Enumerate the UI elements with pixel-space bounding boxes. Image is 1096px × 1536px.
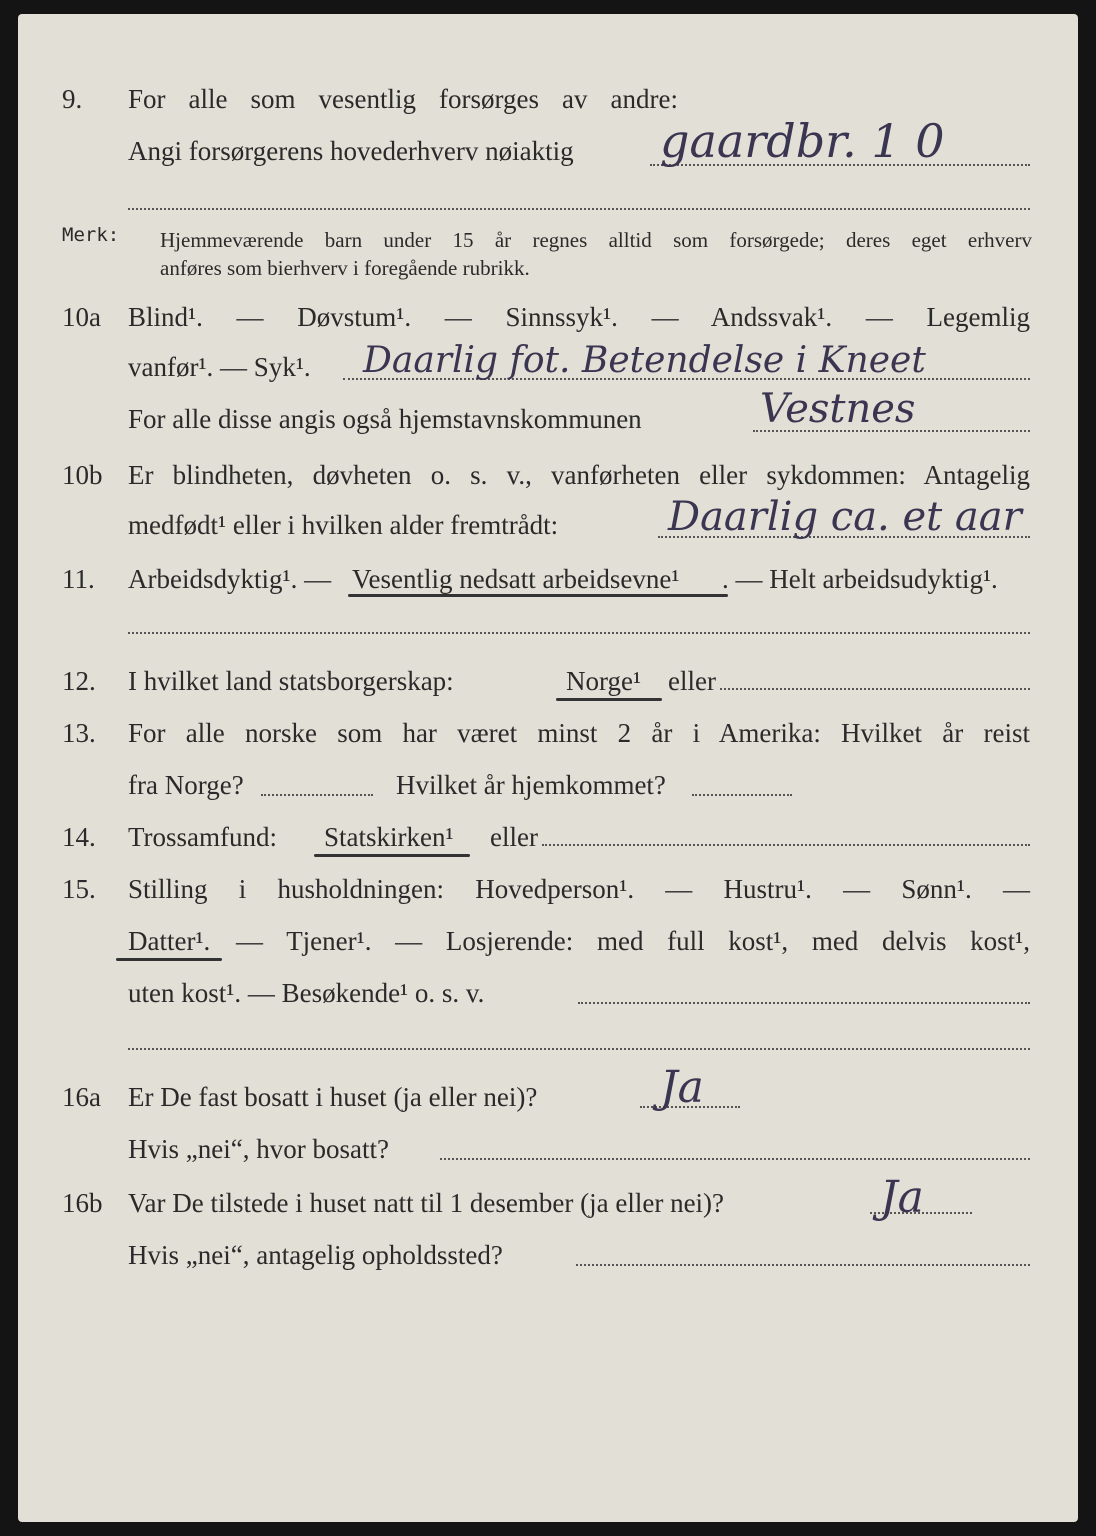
q15-line1: Stilling i husholdningen: Hovedperson¹. — Hustru¹. — Sønn¹. —	[128, 874, 1030, 904]
merk-line2: anføres som bierhverv i foregående rubrikk.	[160, 256, 530, 280]
q10a-line1: Blind¹. — Døvstum¹. — Sinnssyk¹. — Andssvak¹. — Legemlig	[128, 302, 1030, 332]
q15-line2: — Tjener¹. — Losjerende: med full kost¹, med delvis kost¹,	[236, 926, 1030, 956]
q14-option-eller: eller	[490, 822, 538, 852]
answer-line	[578, 1002, 1030, 1004]
q10b-answer[interactable]: Daarlig ca. et aar	[668, 494, 1022, 540]
answer-line	[261, 794, 373, 796]
q11-option-udyktig: . — Helt arbeidsudyktig¹.	[722, 564, 998, 594]
q16b-line1: Var De tilstede i huset natt til 1 desember (ja eller nei)?	[128, 1188, 725, 1218]
selection-underline	[116, 958, 222, 961]
q13-reist-label: fra Norge?	[128, 770, 244, 800]
selection-underline	[314, 854, 470, 857]
item-number: 15.	[62, 874, 96, 904]
q11-option-arbeidsdyktig: Arbeidsdyktig¹. —	[128, 564, 332, 594]
q13-hjemkommet-label: Hvilket år hjemkommet?	[396, 770, 666, 800]
q10a-answer-kommune[interactable]: Vestnes	[760, 386, 916, 432]
q10a-answer-syk[interactable]: Daarlig fot. Betendelse i Kneet	[363, 340, 926, 381]
q16b-line2: Hvis „nei“, antagelig opholdssted?	[128, 1240, 503, 1270]
q10a-line2: vanfør¹. — Syk¹.	[128, 352, 311, 382]
item-number: 12.	[62, 666, 96, 696]
q11-option-nedsatt[interactable]: Vesentlig nedsatt arbeidsevne¹	[352, 564, 680, 594]
q10b-line1: Er blindheten, døvheten o. s. v., vanførheten eller sykdommen: Antagelig	[128, 460, 1030, 490]
census-form-page	[18, 14, 1078, 1522]
q14-option-statskirken[interactable]: Statskirken¹	[324, 822, 454, 852]
answer-line	[542, 844, 1030, 846]
answer-line	[720, 688, 1030, 690]
answer-line	[440, 1158, 1030, 1160]
q16a-line2: Hvis „nei“, hvor bosatt?	[128, 1134, 389, 1164]
item-number: 13.	[62, 718, 96, 748]
q15-option-datter[interactable]: Datter¹.	[128, 926, 211, 956]
selection-underline	[348, 594, 728, 597]
item-number: 10a	[62, 302, 101, 332]
blank-line	[128, 632, 1030, 634]
q9-answer[interactable]: gaardbr. 1 0	[660, 114, 945, 168]
blank-line	[128, 1048, 1030, 1050]
q15-line3: uten kost¹. — Besøkende¹ o. s. v.	[128, 978, 485, 1008]
item-number: 11.	[62, 564, 95, 594]
item-number: 16a	[62, 1082, 101, 1112]
item-number: 16b	[62, 1188, 103, 1218]
q10b-line2: medfødt¹ eller i hvilken alder fremtrådt:	[128, 510, 559, 540]
q12-question: I hvilket land statsborgerskap:	[128, 666, 454, 696]
blank-line	[128, 208, 1030, 210]
item-number: 9.	[62, 84, 83, 114]
selection-underline	[556, 698, 662, 701]
q12-option-norge[interactable]: Norge¹	[566, 666, 642, 696]
q9-line2: Angi forsørgerens hovederhverv nøiaktig	[128, 136, 574, 166]
q9-line1: For alle som vesentlig forsørges av andre:	[128, 84, 678, 114]
answer-line	[692, 794, 792, 796]
answer-line	[576, 1264, 1030, 1266]
q16b-answer[interactable]: Ja	[880, 1172, 924, 1223]
q12-option-eller: eller	[668, 666, 716, 696]
item-number: 10b	[62, 460, 103, 490]
q13-line1: For alle norske som har været minst 2 år i Amerika: Hvilket år reist	[128, 718, 1030, 748]
q16a-answer[interactable]: Ja	[660, 1062, 704, 1113]
item-number: 14.	[62, 822, 96, 852]
merk-label: Merk:	[62, 224, 120, 246]
q10a-line3: For alle disse angis også hjemstavnskommunen	[128, 404, 642, 434]
merk-line1: Hjemmeværende barn under 15 år regnes alltid som forsørgede; deres eget erhverv	[160, 228, 1032, 252]
q14-question: Trossamfund:	[128, 822, 278, 852]
q16a-line1: Er De fast bosatt i huset (ja eller nei)?	[128, 1082, 538, 1112]
